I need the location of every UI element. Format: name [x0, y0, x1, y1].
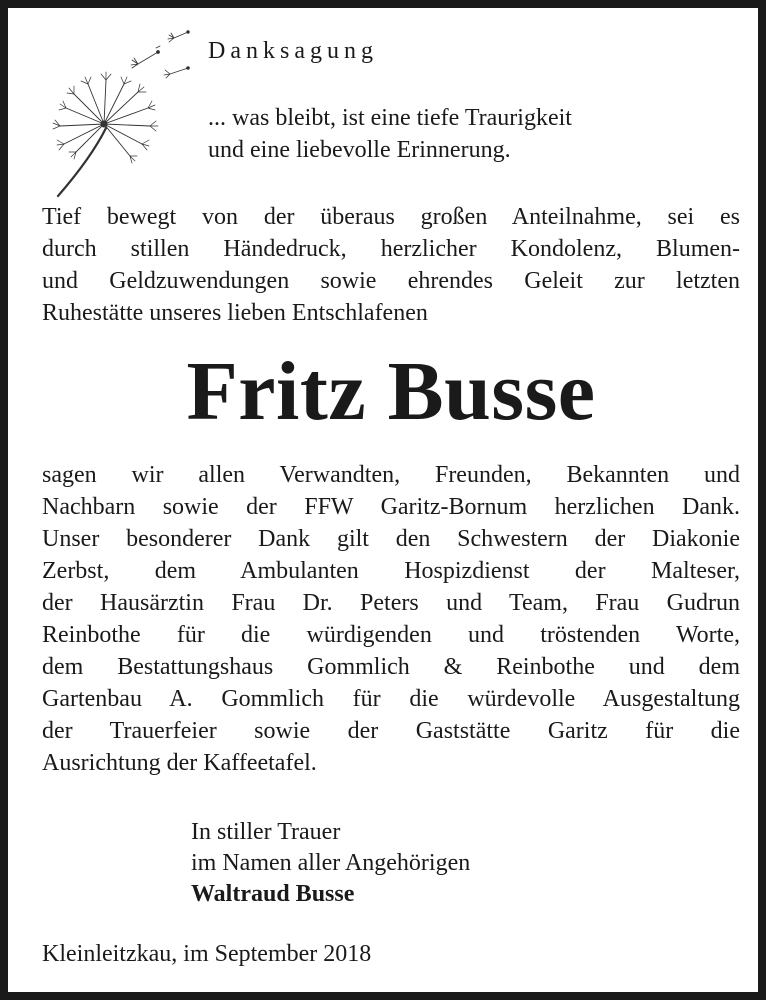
text-line: der Hausärztin Frau Dr. Peters und Team, Frau Gudrun: [42, 590, 740, 616]
quote-line: ... was bleibt, ist eine tiefe Traurigkeit: [208, 105, 572, 131]
signature-line: im Namen aller Angehörigen: [191, 850, 471, 876]
text-line: dem Bestattungshaus Gommlich & Reinbothe und dem: [42, 654, 740, 680]
text-line: Nachbarn sowie der FFW Garitz-Bornum herzlichen Dank.: [42, 494, 740, 520]
intro-paragraph: [42, 201, 740, 329]
heading-danksagung: Danksagung: [208, 38, 378, 64]
text-line: Ausrichtung der Kaffeetafel.: [42, 750, 317, 776]
text-line: Zerbst, dem Ambulanten Hospizdienst der Malteser,: [42, 558, 740, 584]
text-line: Unser besonderer Dank gilt den Schwestern der Diakonie: [42, 526, 740, 552]
place-date: Kleinleitzkau, im September 2018: [42, 941, 372, 967]
signature-block: [191, 817, 470, 910]
deceased-name: Fritz Busse: [186, 345, 596, 438]
thanks-paragraph: [42, 459, 740, 779]
text-line: Reinbothe für die würdigenden und tröstenden Worte,: [42, 622, 740, 648]
text-line: Gartenbau A. Gommlich für die würdevolle Ausgestaltung: [42, 686, 740, 712]
signature-name: Waltraud Busse: [191, 881, 355, 907]
quote: [208, 102, 572, 166]
text-line: durch stillen Händedruck, herzlicher Kondolenz, Blumen-: [42, 236, 740, 262]
text-line: und Geldzuwendungen sowie ehrendes Geleit zur letzten: [42, 268, 740, 294]
dandelion-icon: [46, 28, 206, 198]
text-line: der Trauerfeier sowie der Gaststätte Garitz für die: [42, 718, 740, 744]
text-line: Tief bewegt von der überaus großen Anteilnahme, sei es: [42, 204, 740, 230]
quote-line: und eine liebevolle Erinnerung.: [208, 137, 511, 163]
signature-line: In stiller Trauer: [191, 819, 341, 845]
text-line: Ruhestätte unseres lieben Entschlafenen: [42, 300, 428, 326]
text-line: sagen wir allen Verwandten, Freunden, Bekannten und: [42, 462, 740, 488]
